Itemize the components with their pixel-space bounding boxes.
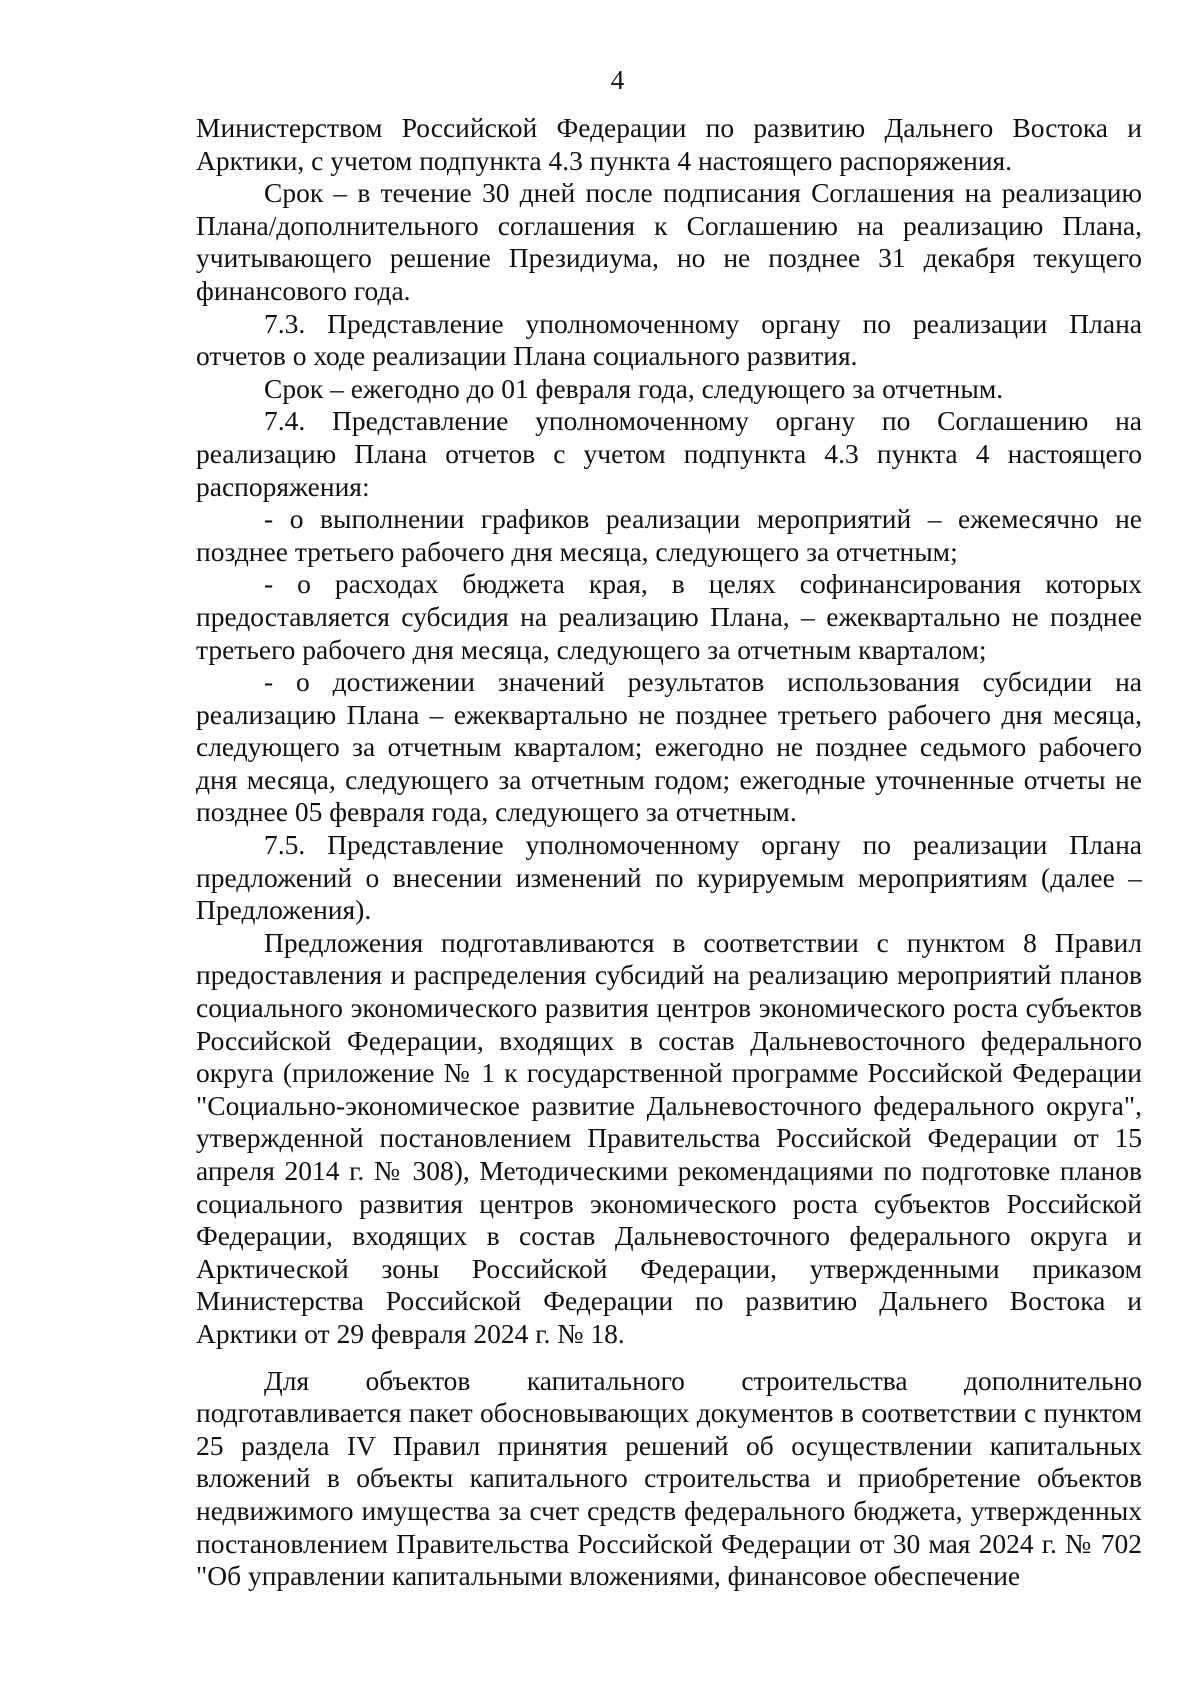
paragraph-proposals: Предложения подготавливаются в соответствии с пунктом 8 Правил предоставления и распределения субсидий на реализацию мероприятий планов социального экономического развития центров экономического роста субъектов Российской Федерации, входящих в состав Дальневосточного федерального округа (приложение № 1 к государственной программе Российской Федерации "Социально-экономическое развитие Дальневосточного федерального округа", утвержденной постановлением Правительства Российской Федерации от 15 апреля 2014 г. № 308), Методическими рекомендациями по подготовке планов социального развития центров экономического роста субъектов Российской Федерации, входящих в состав Дальневосточного федерального округа и Арктической зоны Российской Федерации, утвержденными приказом Министерства Российской Федерации по развитию Дальнего Востока и Арктики от 29 февраля 2024 г. № 18. <box>196 926 1142 1349</box>
paragraph-item-7-5: 7.5. Представление уполномоченному органу по реализации Плана предложений о внесении изменений по курируемым мероприятиям (далее – Предложения). <box>196 829 1142 926</box>
paragraph-item-7-4: 7.4. Представление уполномоченному органу по Соглашению на реализацию Плана отчетов с учетом подпункта 4.3 пункта 4 настоящего распоряжения: <box>196 405 1142 502</box>
paragraph-deadline-agreement: Срок – в течение 30 дней после подписания Соглашения на реализацию Плана/дополнительного соглашения к Соглашению на реализацию Плана, учитывающего решение Президиума, но не позднее 31 декабря текущего финансового года. <box>196 177 1142 306</box>
list-item-results: - о достижении значений результатов использования субсидии на реализацию Плана – ежеквартально не позднее третьего рабочего дня месяца, следующего за отчетным кварталом; ежегодно не позднее седьмого рабочего дня месяца, следующего за отчетным годом; ежегодные уточненные отчеты не позднее 05 февраля года, следующего за отчетным. <box>196 666 1142 828</box>
list-item-budget-expenses: - о расходах бюджета края, в целях софинансирования которых предоставляется субсидия на реализацию Плана, – ежеквартально не позднее третьего рабочего дня месяца, следующего за отчетным кварталом; <box>196 568 1142 665</box>
paragraph-continuation: Министерством Российской Федерации по развитию Дальнего Востока и Арктики, с учетом подпункта 4.3 пункта 4 настоящего распоряжения. <box>196 112 1142 176</box>
paragraph-deadline-annual: Срок – ежегодно до 01 февраля года, следующего за отчетным. <box>264 372 1004 404</box>
list-item-schedules: - о выполнении графиков реализации мероприятий – ежемесячно не позднее третьего рабочего дня месяца, следующего за отчетным; <box>196 503 1142 567</box>
document-body <box>196 112 1142 1593</box>
page-number: 4 <box>610 65 625 95</box>
paragraph-capital-construction: Для объектов капитального строительства дополнительно подготавливается пакет обосновывающих документов в соответствии с пунктом 25 раздела IV Правил принятия решений об осуществлении капитальных вложений в объекты капитального строительства и приобретение объектов недвижимого имущества за счет средств федерального бюджета, утвержденных постановлением Правительства Российской Федерации от 30 мая 2024 г. № 702 "Об управлении капитальными вложениями, финансовое обеспечение <box>196 1364 1142 1592</box>
paragraph-item-7-3: 7.3. Представление уполномоченному органу по реализации Плана отчетов о ходе реализации Плана социального развития. <box>196 307 1142 372</box>
